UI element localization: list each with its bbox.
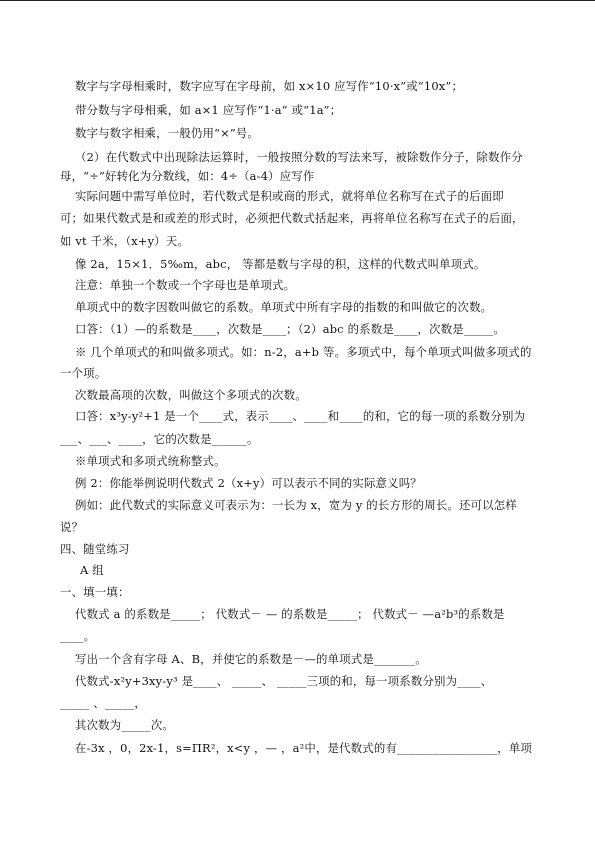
text-line: 例 2：你能举例说明代数式 2（x+y）可以表示不同的实际意义吗？ <box>75 476 422 490</box>
text-line: ※ 几个单项式的和叫做多项式。如：n-2，a+b 等。多项式中，每个单项式叫做多项式的 <box>75 345 532 359</box>
text-line: 口答：（1）—的系数是____，次数是____；（2）abc 的系数是____，次数是_____。 <box>75 322 505 336</box>
text-line: _____ 、_____， <box>60 696 146 710</box>
text-line: 其次数为_____次。 <box>75 718 175 732</box>
text-line: 如 vt 千米，（x+y）天。 <box>60 234 190 248</box>
text-line: 可；如果代数式是和或差的形式时，必须把代数式括起来，再将单位名称写在式子的后面， <box>60 211 524 225</box>
text-line: 写出一个含有字母 A、B，并使它的系数是－—的单项式是_______。 <box>75 652 427 666</box>
text-line: 注意：单独一个数或一个字母也是单项式。 <box>75 278 296 292</box>
text-line: 说？ <box>60 520 84 534</box>
text-line: ※单项式和多项式统称整式。 <box>75 454 226 468</box>
subsection-heading: 一、填一填： <box>60 585 130 599</box>
text-line: 实际问题中需写单位时，若代数式是积或商的形式，就将单位名称写在式子的后面即 <box>75 189 504 203</box>
text-line: 一个项。 <box>60 366 107 380</box>
text-line: 例如：此代数式的实际意义可表示为：一长为 x，宽为 y 的长方形的周长。还可以怎样 <box>75 498 517 512</box>
text-line: 数字与数字相乘，一般仍用“×”号。 <box>75 126 260 140</box>
text-line: ___、___、____，它的次数是______。 <box>60 432 259 446</box>
text-line: 代数式-x²y+3xy-y³ 是____、 _____、 _____三项的和，每一项系数分别为____、 <box>75 674 493 688</box>
group-heading: A 组 <box>80 563 104 577</box>
text-line: 单项式中的数字因数叫做它的系数。单项式中所有字母的指数的和叫做它的次数。 <box>75 300 493 314</box>
text-line: 数字与字母相乘时，数字应写在字母前，如 x×10 应写作“10·x”或“10x”； <box>75 79 464 93</box>
text-line: 在-3x ，0，2x-1，s=ΠR²，x<y ，— ，a²中，是代数式的有_________________，单项 <box>75 741 533 755</box>
text-line: 母，“÷”好转化为分数线，如：4÷（a-4）应写作 <box>60 169 315 183</box>
section-heading: 四、随堂练习 <box>60 542 130 556</box>
text-line: 带分数与字母相乘，如 a×1 应写作“1·a” 或“1a”； <box>75 103 342 117</box>
text-line: ____。 <box>60 629 96 643</box>
text-line: 次数最高项的次数，叫做这个多项式的次数。 <box>75 388 307 402</box>
text-line: 口答：x³y-y²+1 是一个____式，表示____、____和____的和，它的每一项的系数分别为 <box>75 409 526 423</box>
text-line: 像 2a，15×1．5‰m，abc， 等都是数与字母的积，这样的代数式叫单项式。 <box>75 257 486 271</box>
text-line: 代数式 a 的系数是_____； 代数式－ — 的系数是_____； 代数式－ —a²b³的系数是 <box>75 607 505 621</box>
text-line: （2）在代数式中出现除法运算时，一般按照分数的写法来写，被除数作分子，除数作分 <box>75 150 523 164</box>
